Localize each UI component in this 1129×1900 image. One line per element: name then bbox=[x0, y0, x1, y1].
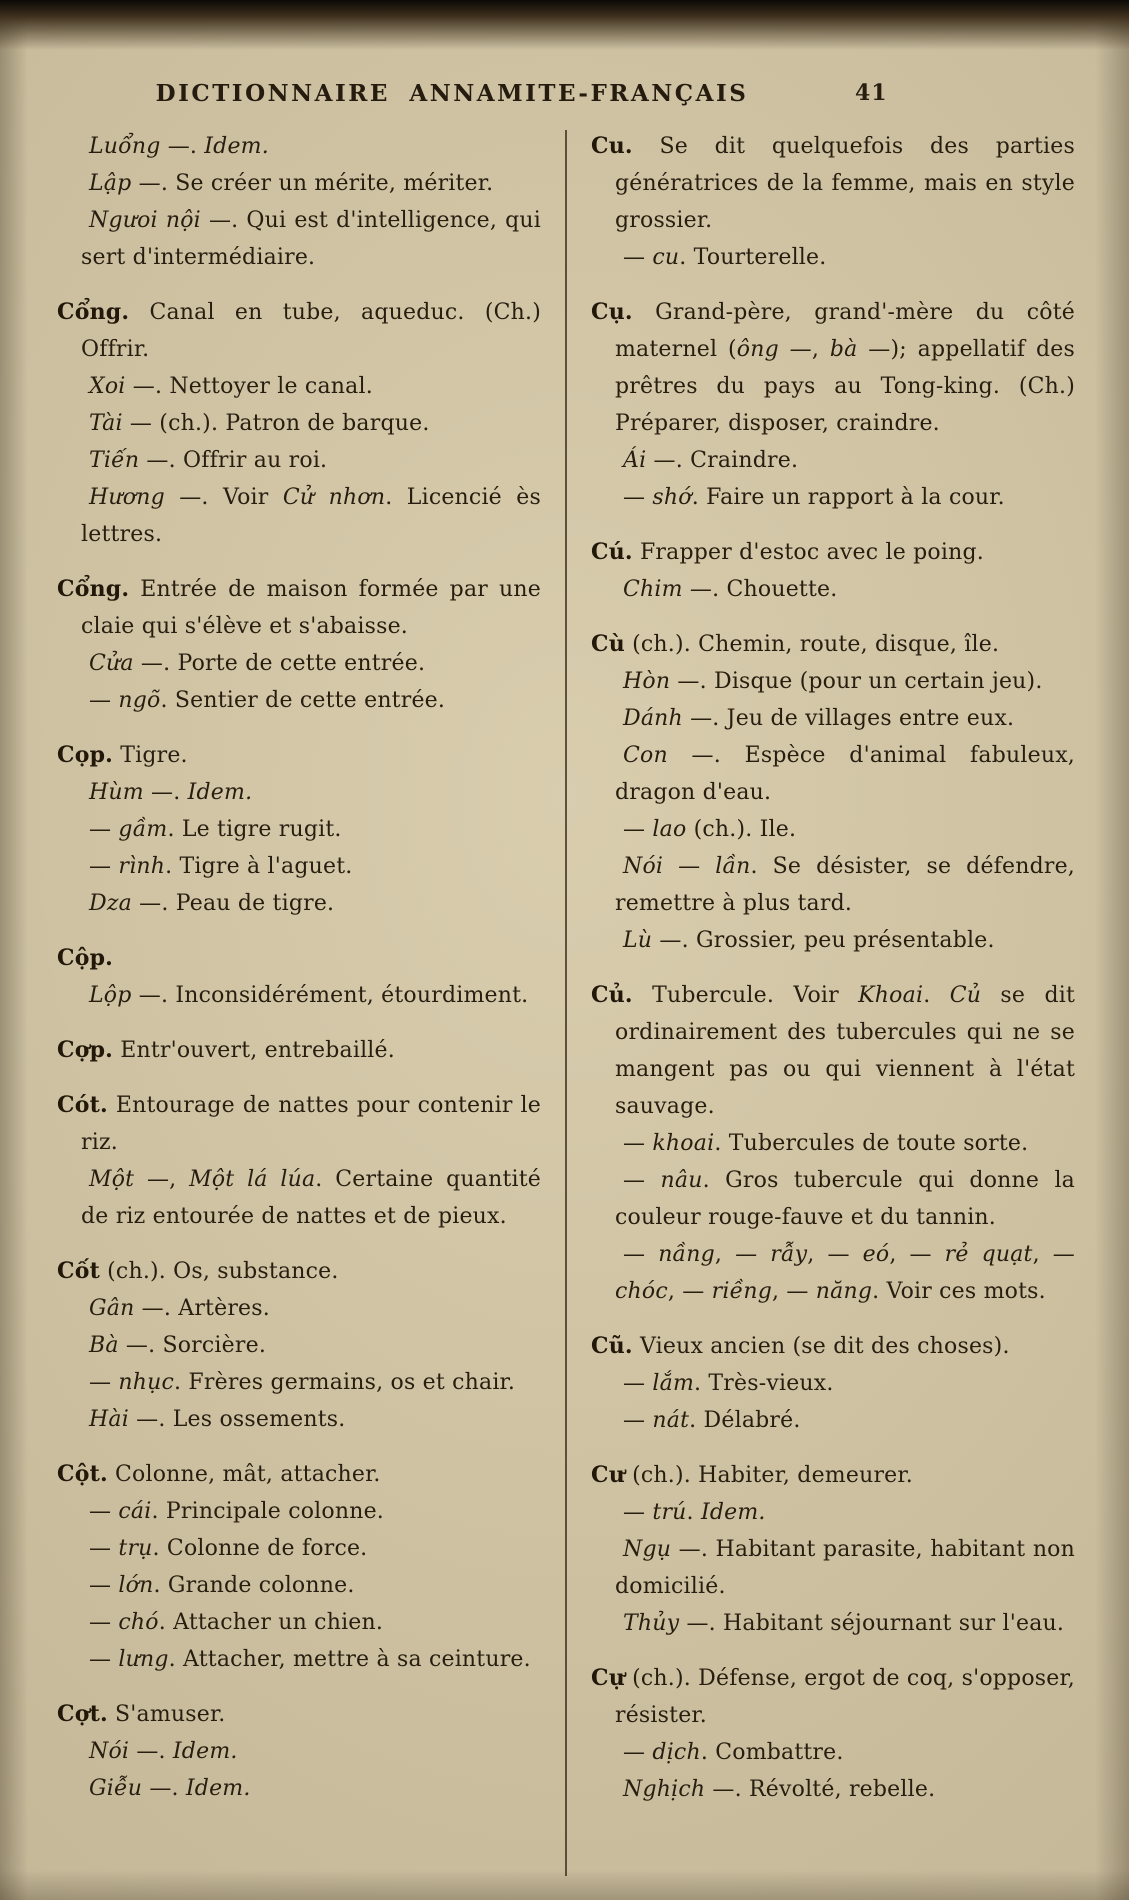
sub-sense bbox=[57, 885, 541, 922]
sub-sense bbox=[57, 1493, 541, 1530]
vietnamese-term: Con bbox=[623, 743, 668, 768]
vietnamese-term: Củ bbox=[949, 983, 982, 1008]
vietnamese-term: Ngưoi nội bbox=[89, 208, 201, 233]
vietnamese-term: nát bbox=[652, 1408, 690, 1433]
vietnamese-term: eó bbox=[862, 1242, 890, 1267]
headword-sense bbox=[57, 737, 541, 774]
definition-text: — bbox=[89, 1610, 119, 1635]
vietnamese-term: rẻ quạt bbox=[944, 1242, 1033, 1267]
dictionary-entry bbox=[57, 294, 541, 553]
definition-text: , — bbox=[714, 1242, 771, 1267]
dictionary-entry bbox=[57, 571, 541, 719]
vietnamese-term: Giễu bbox=[89, 1776, 143, 1801]
definition-text: —. Porte de cette entrée. bbox=[133, 651, 426, 676]
definition-text: —. Jeu de villages entre eux. bbox=[682, 706, 1015, 731]
headword: Cốt bbox=[57, 1258, 100, 1284]
sub-sense bbox=[591, 1125, 1075, 1162]
sub-sense bbox=[57, 1530, 541, 1567]
vietnamese-term: gầm bbox=[118, 817, 168, 842]
definition-text: . Gros tubercule qui donne la couleur rouge-fauve et du tannin. bbox=[615, 1168, 1075, 1230]
vietnamese-term: Hài bbox=[89, 1407, 129, 1432]
dictionary-entry bbox=[591, 128, 1075, 276]
headword-sense bbox=[591, 294, 1075, 442]
vietnamese-term: cu bbox=[652, 245, 680, 270]
headword-sense bbox=[57, 1087, 541, 1161]
definition-text: —. bbox=[160, 134, 205, 159]
definition-text: — bbox=[89, 1647, 119, 1672]
sub-sense bbox=[591, 663, 1075, 700]
vietnamese-term: nầng bbox=[658, 1242, 715, 1267]
sub-sense bbox=[591, 1236, 1075, 1310]
definition-text: Tubercule. Voir bbox=[632, 983, 859, 1008]
vietnamese-term: dịch bbox=[652, 1740, 701, 1765]
definition-text: — bbox=[89, 1536, 119, 1561]
vietnamese-term: Nghịch bbox=[623, 1777, 706, 1802]
vietnamese-term: cái bbox=[118, 1499, 152, 1524]
headword-sense bbox=[591, 128, 1075, 239]
headword-sense bbox=[57, 294, 541, 368]
definition-text: . Voir ces mots. bbox=[872, 1279, 1046, 1304]
headword: Cổng. bbox=[57, 576, 130, 602]
vietnamese-term: năng bbox=[815, 1279, 873, 1304]
dictionary-entry bbox=[591, 534, 1075, 608]
headword: Cư bbox=[591, 1462, 625, 1488]
sub-sense bbox=[591, 1734, 1075, 1771]
vietnamese-term: chóc bbox=[615, 1279, 668, 1304]
sub-sense bbox=[57, 1290, 541, 1327]
definition-text: Entrée de maison formée par une claie qui s'élève et s'abaisse. bbox=[81, 577, 541, 639]
definition-text: , — bbox=[771, 1279, 816, 1304]
headword: Cợp. bbox=[57, 1037, 114, 1063]
vietnamese-term: Lù bbox=[623, 928, 653, 953]
vietnamese-term: Lộp bbox=[89, 983, 132, 1008]
definition-text: — bbox=[623, 1168, 661, 1193]
vietnamese-term: Dza bbox=[89, 891, 132, 916]
dictionary-entry bbox=[57, 737, 541, 922]
headword: Cổng. bbox=[57, 299, 130, 325]
headword: Cụ. bbox=[591, 299, 633, 325]
headword: Cọp. bbox=[57, 742, 114, 768]
sub-sense bbox=[57, 774, 541, 811]
definition-text: — bbox=[623, 1500, 653, 1525]
definition-text: . Le tigre rugit. bbox=[167, 817, 342, 842]
definition-text: — (ch.). Patron de barque. bbox=[122, 411, 430, 436]
definition-text: . Principale colonne. bbox=[151, 1499, 384, 1524]
vietnamese-term: Idem. bbox=[172, 1739, 238, 1764]
sub-sense bbox=[591, 479, 1075, 516]
headword-sense bbox=[591, 534, 1075, 571]
vietnamese-term: chó bbox=[118, 1610, 159, 1635]
sub-sense bbox=[57, 848, 541, 885]
headword: Cú. bbox=[591, 539, 633, 565]
definition-text: . Faire un rapport à la cour. bbox=[691, 485, 1005, 510]
dictionary-entry bbox=[57, 1253, 541, 1438]
vietnamese-term: Idem. bbox=[187, 780, 253, 805]
vietnamese-term: Luổng bbox=[89, 134, 161, 159]
definition-text: (ch.). Habiter, demeurer. bbox=[624, 1463, 913, 1488]
headword-sense bbox=[57, 1253, 541, 1290]
definition-text: —. Les ossements. bbox=[128, 1407, 346, 1432]
vietnamese-term: nhục bbox=[118, 1370, 175, 1395]
sub-sense bbox=[57, 682, 541, 719]
dictionary-entry bbox=[591, 294, 1075, 516]
sub-sense bbox=[57, 165, 541, 202]
definition-text: . Délabré. bbox=[689, 1408, 801, 1433]
definition-text: . bbox=[686, 1500, 701, 1525]
sub-sense bbox=[57, 1364, 541, 1401]
definition-text: —. Disque (pour un certain jeu). bbox=[670, 669, 1043, 694]
column-divider bbox=[565, 130, 567, 1876]
sub-sense bbox=[591, 1365, 1075, 1402]
definition-text: Entr'ouvert, entrebaillé. bbox=[113, 1038, 395, 1063]
right-column bbox=[591, 128, 1075, 1884]
definition-text: se dit ordinairement des tubercules qui ne se mangent pas ou qui viennent à l'état sauvage. bbox=[615, 983, 1076, 1119]
definition-text: —. bbox=[129, 1739, 173, 1764]
definition-text: Frapper d'estoc avec le poing. bbox=[632, 540, 984, 565]
vietnamese-term: trụ bbox=[118, 1536, 153, 1561]
vietnamese-term: ông bbox=[736, 337, 779, 362]
definition-text: —. Habitant parasite, habitant non domicilié. bbox=[615, 1537, 1075, 1599]
sub-sense bbox=[57, 405, 541, 442]
vietnamese-term: Xoi bbox=[89, 374, 126, 399]
vietnamese-term: lắm bbox=[652, 1371, 695, 1396]
definition-text: — bbox=[623, 1740, 653, 1765]
definition-text: — bbox=[89, 854, 119, 879]
headword-sense bbox=[57, 1032, 541, 1069]
vietnamese-term: rình bbox=[118, 854, 166, 879]
definition-text: . Tigre à l'aguet. bbox=[165, 854, 353, 879]
headword: Cu. bbox=[591, 133, 633, 159]
vietnamese-term: Khoai bbox=[858, 983, 924, 1008]
definition-text: — bbox=[89, 1370, 119, 1395]
headword-sense bbox=[591, 1457, 1075, 1494]
sub-sense bbox=[57, 1161, 541, 1235]
sub-sense bbox=[57, 977, 541, 1014]
definition-text: . Frères germains, os et chair. bbox=[174, 1370, 516, 1395]
dictionary-body bbox=[0, 128, 1129, 1884]
definition-text: —. Inconsidérément, étourdiment. bbox=[131, 983, 529, 1008]
definition-text: (ch.). Défense, ergot de coq, s'opposer, résister. bbox=[615, 1666, 1075, 1728]
vietnamese-term: Nói bbox=[623, 854, 664, 879]
sub-sense bbox=[591, 1531, 1075, 1605]
dictionary-entry bbox=[57, 1032, 541, 1069]
vietnamese-term: Hùm bbox=[89, 780, 144, 805]
vietnamese-term: Idem. bbox=[204, 134, 269, 159]
sub-sense bbox=[591, 239, 1075, 276]
definition-text: — bbox=[663, 854, 716, 879]
vietnamese-term: shớ bbox=[652, 485, 692, 510]
definition-text: —. Espèce d'animal fabuleux, dragon d'eau. bbox=[615, 743, 1075, 805]
headword: Cót. bbox=[57, 1092, 108, 1118]
definition-text: —. Craindre. bbox=[646, 448, 799, 473]
vietnamese-term: Nói bbox=[89, 1739, 130, 1764]
definition-text: —); appellatif des prêtres du pays au Tong-king. (Ch.) Préparer, disposer, craindre. bbox=[615, 337, 1075, 436]
vietnamese-term: Hương bbox=[89, 485, 165, 510]
definition-text: —. Se créer un mérite, mériter. bbox=[131, 171, 494, 196]
left-column bbox=[57, 128, 541, 1884]
headword-sense bbox=[591, 977, 1075, 1125]
vietnamese-term: Cử nhơn bbox=[282, 485, 386, 510]
sub-sense bbox=[591, 848, 1075, 922]
sub-sense bbox=[57, 1641, 541, 1678]
sub-sense bbox=[591, 1605, 1075, 1642]
definition-text: . Attacher, mettre à sa ceinture. bbox=[168, 1647, 531, 1672]
definition-text: Canal en tube, aqueduc. (Ch.) Offrir. bbox=[81, 300, 541, 362]
vietnamese-term: Idem. bbox=[185, 1776, 251, 1801]
headword-sense bbox=[57, 1696, 541, 1733]
dictionary-entry bbox=[57, 1696, 541, 1807]
vietnamese-term: trú bbox=[652, 1500, 687, 1525]
vietnamese-term: Bà bbox=[89, 1333, 119, 1358]
headword-sense bbox=[57, 571, 541, 645]
vietnamese-term: Cửa bbox=[89, 651, 134, 676]
sub-sense bbox=[57, 1770, 541, 1807]
definition-text: Entourage de nattes pour contenir le riz. bbox=[81, 1093, 541, 1155]
sub-sense bbox=[591, 1494, 1075, 1531]
vietnamese-term: Ái bbox=[623, 448, 647, 473]
vietnamese-term: Tài bbox=[89, 411, 123, 436]
definition-text: . Sentier de cette entrée. bbox=[160, 688, 446, 713]
headword-sense bbox=[591, 1328, 1075, 1365]
vietnamese-term: Tiến bbox=[89, 448, 140, 473]
definition-text: Grand-père, grand'-mère du côté maternel ( bbox=[615, 300, 1075, 362]
headword: Cợt. bbox=[57, 1701, 108, 1727]
definition-text: — bbox=[623, 1408, 653, 1433]
vietnamese-term: ngõ bbox=[118, 688, 161, 713]
vietnamese-term: Chim bbox=[623, 577, 683, 602]
definition-text: . Tourterelle. bbox=[679, 245, 827, 270]
page-title: DICTIONNAIRE ANNAMITE-FRANÇAIS bbox=[155, 80, 749, 107]
definition-text: (ch.). Os, substance. bbox=[99, 1259, 339, 1284]
sub-sense bbox=[57, 1733, 541, 1770]
definition-text: —. Qui est d'intelligence, qui sert d'intermédiaire. bbox=[81, 208, 542, 270]
page-number: 41 bbox=[855, 80, 888, 106]
definition-text: —. Voir bbox=[164, 485, 283, 510]
definition-text: —. Habitant séjournant sur l'eau. bbox=[679, 1611, 1065, 1636]
definition-text: —. Sorcière. bbox=[118, 1333, 267, 1358]
sub-sense bbox=[57, 645, 541, 682]
definition-text: — bbox=[623, 245, 653, 270]
vietnamese-term: Lập bbox=[89, 171, 132, 196]
vietnamese-term: Idem. bbox=[700, 1500, 766, 1525]
dictionary-entry bbox=[591, 626, 1075, 959]
sub-sense bbox=[591, 1402, 1075, 1439]
headword-sense bbox=[591, 1660, 1075, 1734]
dictionary-entry bbox=[591, 1660, 1075, 1808]
definition-text: —. Grossier, peu présentable. bbox=[652, 928, 995, 953]
definition-text: . Grande colonne. bbox=[153, 1573, 355, 1598]
definition-text: Vieux ancien (se dit des choses). bbox=[632, 1334, 1010, 1359]
sub-sense bbox=[57, 1604, 541, 1641]
definition-text: — bbox=[89, 817, 119, 842]
definition-text: — bbox=[89, 1573, 119, 1598]
headword-sense bbox=[591, 626, 1075, 663]
definition-text: —, bbox=[778, 337, 830, 362]
definition-text: —. Chouette. bbox=[682, 577, 838, 602]
headword: Củ. bbox=[591, 982, 633, 1008]
definition-text: . Colonne de force. bbox=[152, 1536, 368, 1561]
definition-text: . Licencié ès lettres. bbox=[81, 485, 541, 547]
definition-text: Tigre. bbox=[113, 743, 188, 768]
vietnamese-term: Gân bbox=[89, 1296, 135, 1321]
definition-text: —. Révolté, rebelle. bbox=[705, 1777, 936, 1802]
definition-text: . Certaine quantité de riz entourée de nattes et de pieux. bbox=[81, 1167, 542, 1229]
vietnamese-term: lưng bbox=[118, 1647, 169, 1672]
definition-text: (ch.). Chemin, route, disque, île. bbox=[624, 632, 1000, 657]
sub-sense bbox=[57, 1327, 541, 1364]
definition-text: S'amuser. bbox=[107, 1702, 226, 1727]
definition-text: — bbox=[623, 817, 653, 842]
vietnamese-term: lần bbox=[715, 854, 751, 879]
sub-sense bbox=[591, 811, 1075, 848]
definition-text: —. Nettoyer le canal. bbox=[125, 374, 373, 399]
definition-text: —. bbox=[143, 780, 188, 805]
definition-text: —. Artères. bbox=[134, 1296, 270, 1321]
sub-sense bbox=[57, 1567, 541, 1604]
dictionary-entry bbox=[57, 1087, 541, 1235]
sub-sense bbox=[591, 442, 1075, 479]
vietnamese-term: khoai bbox=[652, 1131, 715, 1156]
dictionary-entry bbox=[57, 940, 541, 1014]
definition-text: — bbox=[623, 485, 653, 510]
definition-text: Colonne, mât, attacher. bbox=[107, 1462, 381, 1487]
definition-text: — bbox=[623, 1131, 653, 1156]
headword-sense bbox=[57, 940, 541, 977]
sub-sense bbox=[57, 442, 541, 479]
definition-text: , — bbox=[1032, 1242, 1075, 1267]
definition-text: (ch.). Ile. bbox=[686, 817, 797, 842]
vietnamese-term: Thủy bbox=[623, 1611, 680, 1636]
sub-sense bbox=[57, 811, 541, 848]
definition-text: —. Peau de tigre. bbox=[131, 891, 335, 916]
vietnamese-term: nâu bbox=[660, 1168, 703, 1193]
definition-text: — bbox=[89, 688, 119, 713]
vietnamese-term: Một bbox=[89, 1167, 135, 1192]
sub-sense bbox=[591, 1771, 1075, 1808]
sub-sense bbox=[57, 368, 541, 405]
headword: Cũ. bbox=[591, 1333, 633, 1359]
definition-text: — bbox=[89, 1499, 119, 1524]
sub-sense bbox=[591, 1162, 1075, 1236]
vietnamese-term: Hòn bbox=[623, 669, 671, 694]
definition-text: , — bbox=[807, 1242, 863, 1267]
vietnamese-term: lao bbox=[652, 817, 687, 842]
sub-sense bbox=[57, 202, 541, 276]
dictionary-entry bbox=[57, 1456, 541, 1678]
definition-text: . Combattre. bbox=[700, 1740, 844, 1765]
definition-text: —. Offrir au roi. bbox=[139, 448, 328, 473]
definition-text: . Se désister, se défendre, remettre à plus tard. bbox=[615, 854, 1076, 916]
vietnamese-term: riềng bbox=[711, 1279, 772, 1304]
dictionary-entry bbox=[57, 128, 541, 276]
definition-text: —. bbox=[142, 1776, 186, 1801]
definition-text: . bbox=[923, 983, 950, 1008]
sub-sense bbox=[591, 737, 1075, 811]
definition-text: , — bbox=[667, 1279, 712, 1304]
vietnamese-term: Ngụ bbox=[623, 1537, 672, 1562]
headword: Cộp. bbox=[57, 945, 114, 971]
definition-text: . Attacher un chien. bbox=[158, 1610, 384, 1635]
definition-text: , — bbox=[889, 1242, 945, 1267]
definition-text: . Tubercules de toute sorte. bbox=[714, 1131, 1029, 1156]
headword-sense bbox=[57, 1456, 541, 1493]
headword: Cù bbox=[591, 631, 625, 657]
headword: Cự bbox=[591, 1665, 625, 1691]
vietnamese-term: rẫy bbox=[770, 1242, 808, 1267]
sub-sense bbox=[591, 700, 1075, 737]
definition-text: — bbox=[623, 1371, 653, 1396]
vietnamese-term: bà bbox=[829, 337, 858, 362]
sub-sense bbox=[57, 1401, 541, 1438]
definition-text: . Très-vieux. bbox=[694, 1371, 834, 1396]
definition-text: — bbox=[623, 1242, 659, 1267]
vietnamese-term: Một lá lúa bbox=[189, 1167, 316, 1192]
definition-text: —, bbox=[134, 1167, 190, 1192]
dictionary-entry bbox=[591, 1457, 1075, 1642]
sub-sense bbox=[57, 128, 541, 165]
headword: Cột. bbox=[57, 1461, 108, 1487]
sub-sense bbox=[591, 571, 1075, 608]
sub-sense bbox=[57, 479, 541, 553]
definition-text: Se dit quelquefois des parties génératrices de la femme, mais en style grossier. bbox=[615, 134, 1075, 233]
sub-sense bbox=[591, 922, 1075, 959]
dictionary-entry bbox=[591, 977, 1075, 1310]
vietnamese-term: lớn bbox=[118, 1573, 154, 1598]
vietnamese-term: Dánh bbox=[623, 706, 683, 731]
dictionary-entry bbox=[591, 1328, 1075, 1439]
